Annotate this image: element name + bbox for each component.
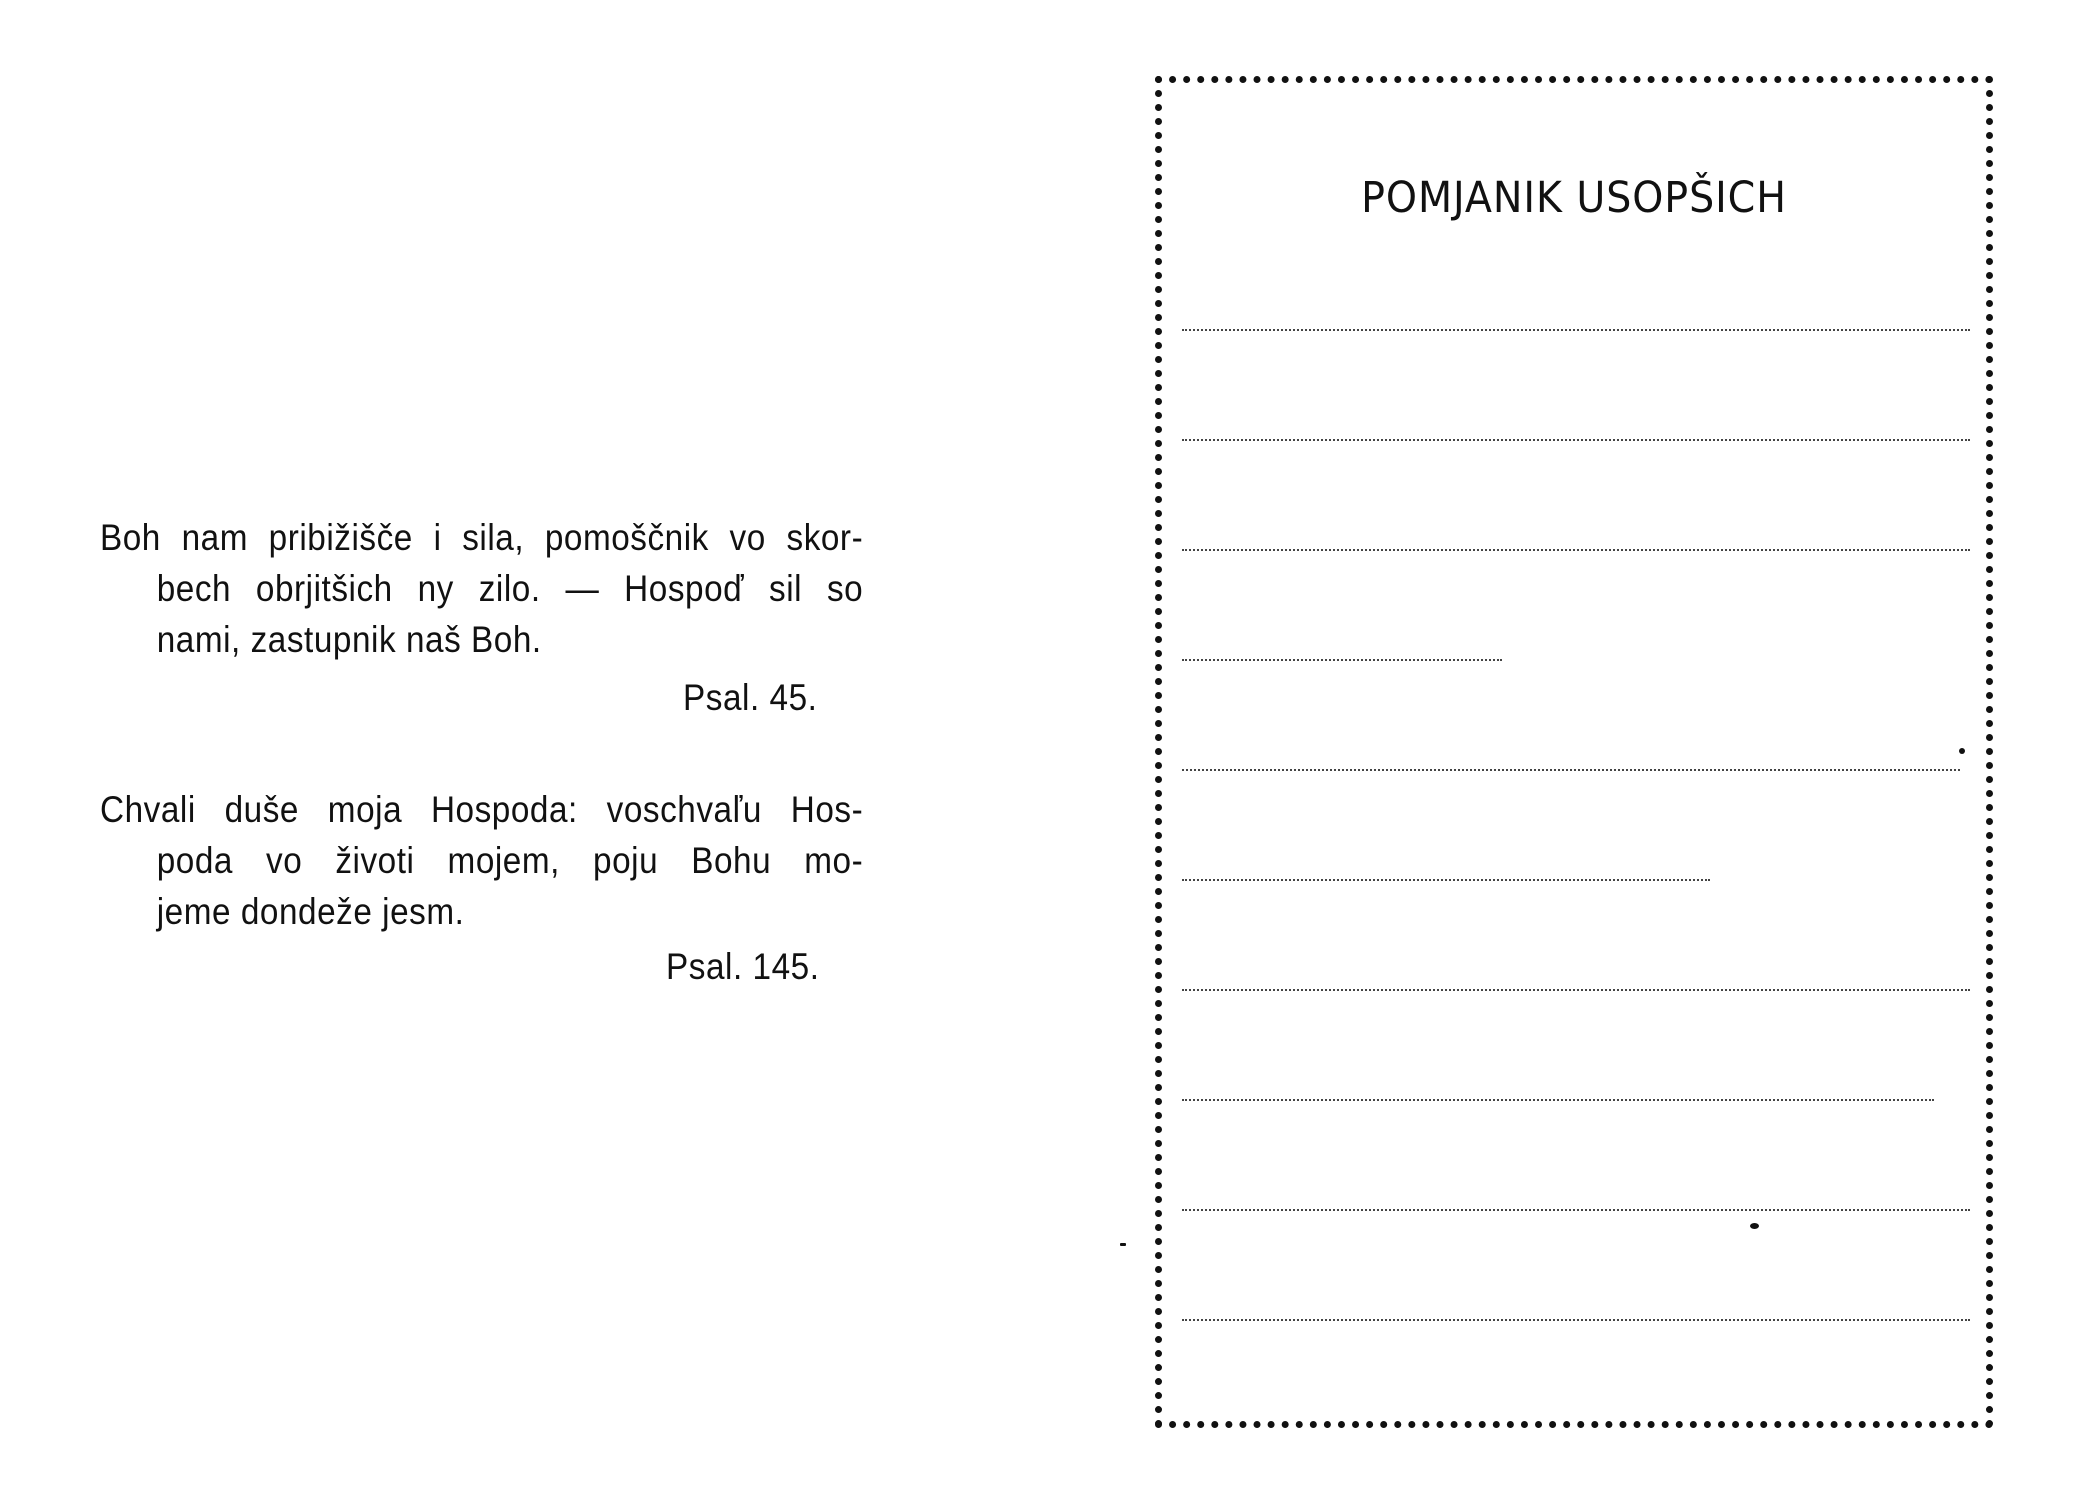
entry-line[interactable] <box>1182 439 1970 441</box>
verse-line: poda vo životi mojem, poju Bohu mo- <box>156 840 864 881</box>
entry-line[interactable] <box>1182 1209 1970 1211</box>
psalm-45-verse <box>100 512 863 665</box>
verse-line: Boh nam pribižišče i sila, pomoščnik vo skor- <box>100 517 864 558</box>
entry-line[interactable] <box>1182 659 1502 661</box>
ink-speck <box>1750 1223 1759 1229</box>
psalm-145-verse <box>100 784 863 937</box>
entry-line[interactable] <box>1182 879 1710 881</box>
psalm-45-reference: Psal. 45. <box>683 677 818 718</box>
psalm-145-reference: Psal. 145. <box>666 946 820 987</box>
entry-line[interactable] <box>1182 1099 1934 1101</box>
ink-speck <box>1120 1243 1126 1246</box>
verse-line: jeme dondeže jesm. <box>156 891 465 932</box>
entry-line[interactable] <box>1182 329 1970 331</box>
verse-line: Chvali duše moja Hospoda: voschvaľu Hos- <box>100 789 864 830</box>
register-title: POMJANIK USOPŠICH <box>1361 173 1787 223</box>
entry-line[interactable] <box>1182 989 1970 991</box>
verse-line: nami, zastupnik naš Boh. <box>156 619 542 660</box>
entry-line[interactable] <box>1182 769 1960 771</box>
verse-line: bech obrjitšich ny zilo. — Hospoď sil so <box>156 568 864 609</box>
entry-line[interactable] <box>1182 1319 1970 1321</box>
entry-line[interactable] <box>1182 549 1970 551</box>
ink-speck <box>1959 748 1965 754</box>
memorial-register-frame <box>1155 76 1993 1428</box>
